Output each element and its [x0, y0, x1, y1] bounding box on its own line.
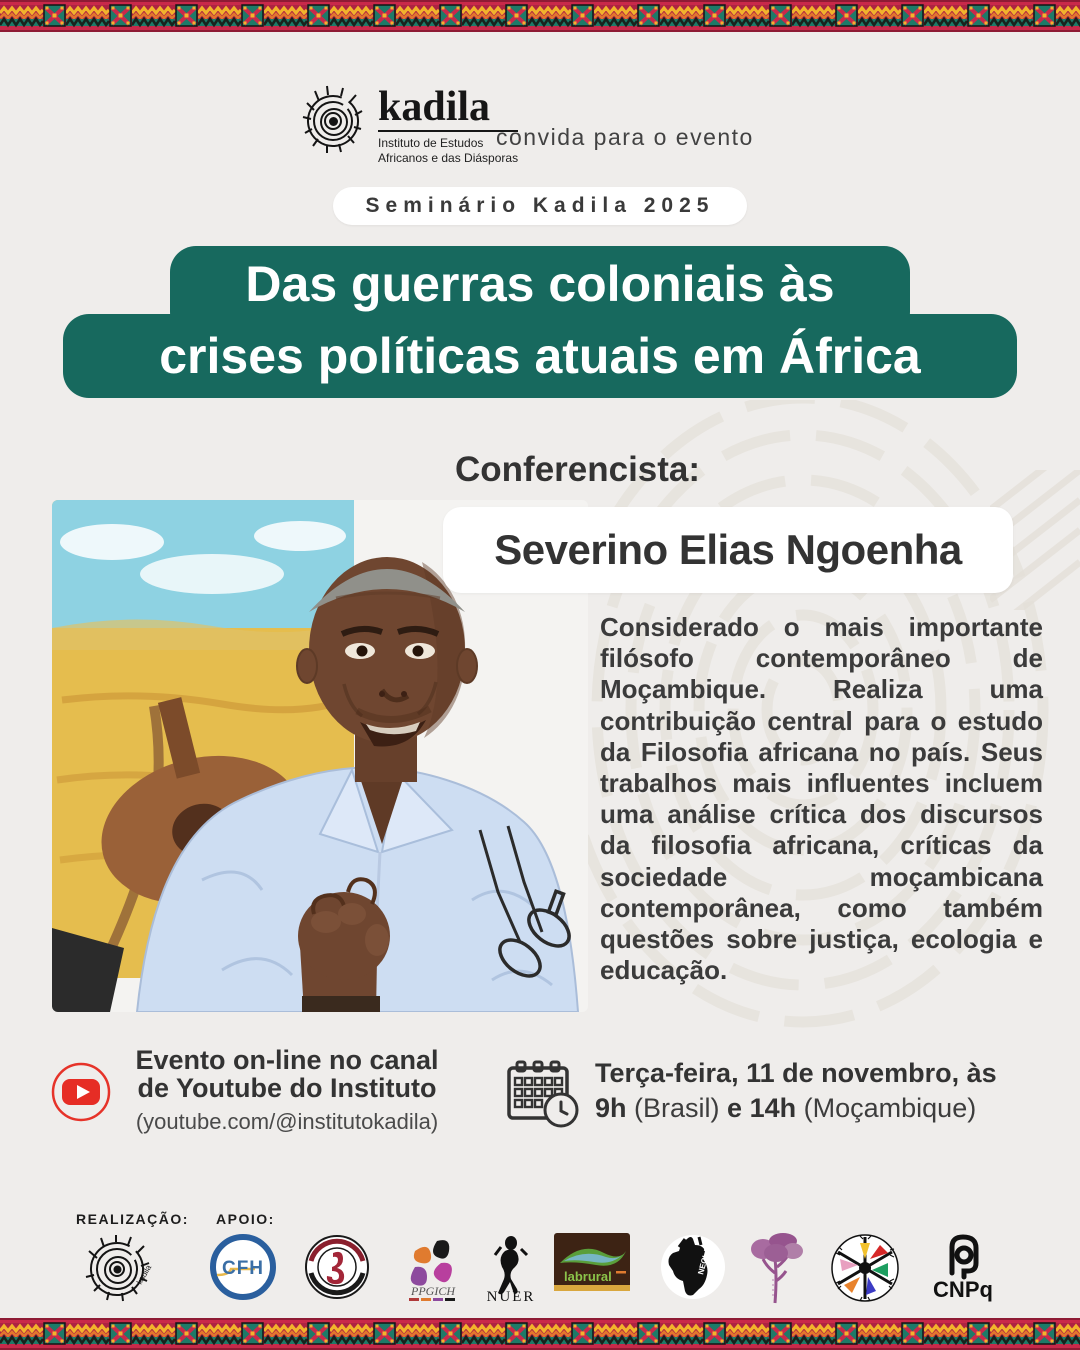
youtube-icon: [50, 1061, 112, 1123]
online-event-block: [112, 1046, 462, 1135]
online-event-line1: Evento on-line no canal: [135, 1045, 439, 1075]
zone-brasil: (Brasil): [634, 1093, 720, 1123]
pinwheel-logo: [830, 1233, 900, 1308]
seminar-badge-label: Seminário Kadila 2025: [365, 194, 715, 217]
associacao-angolanos-logo: [303, 1233, 371, 1306]
speaker-role-label: Conferencista:: [455, 450, 701, 489]
title-block-bottom: [63, 314, 1017, 398]
datetime-block: [595, 1058, 1055, 1124]
invite-text: convida para o evento: [496, 124, 754, 150]
kadila-logo-icon: [299, 83, 369, 155]
realizacao-label: REALIZAÇÃO:: [76, 1211, 189, 1227]
youtube-url: (youtube.com/@institutokadila): [135, 1108, 439, 1134]
apoio-label: APOIO:: [216, 1211, 275, 1227]
kadila-logo-text: kadila: [378, 86, 518, 132]
title-line1: Das guerras coloniais às: [245, 256, 835, 312]
ppgich-logo: [397, 1233, 469, 1310]
title-line2: crises políticas atuais em África: [159, 328, 921, 384]
online-event-line2: de Youtube do Instituto: [137, 1073, 437, 1104]
zone-mocambique: (Moçambique): [803, 1093, 977, 1123]
date-line1: Terça-feira, 11 de novembro, às: [595, 1058, 997, 1088]
speaker-bio: Considerado o mais importante filósofo contemporâneo de Moçambique. Realiza uma contribuição central para o estudo da Filosofia africana no país. Seus trabalhos mais influentes incluem uma análise crítica dos discursos da filosofia africana, críticas da sociedade moçambicana contemporânea, como também questões sobre justiça, ecologia e educação.: [600, 612, 1043, 986]
calendar-clock-icon: [503, 1056, 581, 1130]
date-connector: e: [727, 1093, 743, 1123]
nuer-text: NUER: [486, 1289, 536, 1305]
kente-pattern-border-bottom: [0, 1318, 1080, 1350]
kente-pattern-border-top: [0, 0, 1080, 32]
cnpq-logo: [918, 1233, 1008, 1308]
labrural-text: labrural: [564, 1269, 612, 1284]
nuer-logo: [481, 1233, 541, 1310]
kadila-small-text: kadila: [134, 1263, 153, 1286]
kadila-footer-logo: [83, 1233, 153, 1308]
time-brasil: 9h: [595, 1093, 627, 1123]
necla-text: NECLA: [696, 1246, 713, 1276]
necla-logo: [659, 1233, 727, 1306]
labrural-logo: [554, 1233, 630, 1296]
seminar-badge: [333, 187, 747, 225]
cfh-text: CFH: [221, 1258, 265, 1279]
kadila-logo-subtitle: Instituto de Estudos Africanos e das Diásporas: [378, 136, 519, 165]
ppgich-text: PPGICH: [411, 1284, 455, 1298]
time-mocambique: 14h: [749, 1093, 797, 1123]
date-line2: [595, 1093, 1055, 1124]
speaker-name: Severino Elias Ngoenha: [494, 526, 962, 573]
tree-logo: [749, 1233, 805, 1310]
speaker-name-box: [443, 507, 1013, 593]
cnpq-text: CNPq: [933, 1277, 993, 1302]
cfh-logo: [209, 1233, 277, 1306]
